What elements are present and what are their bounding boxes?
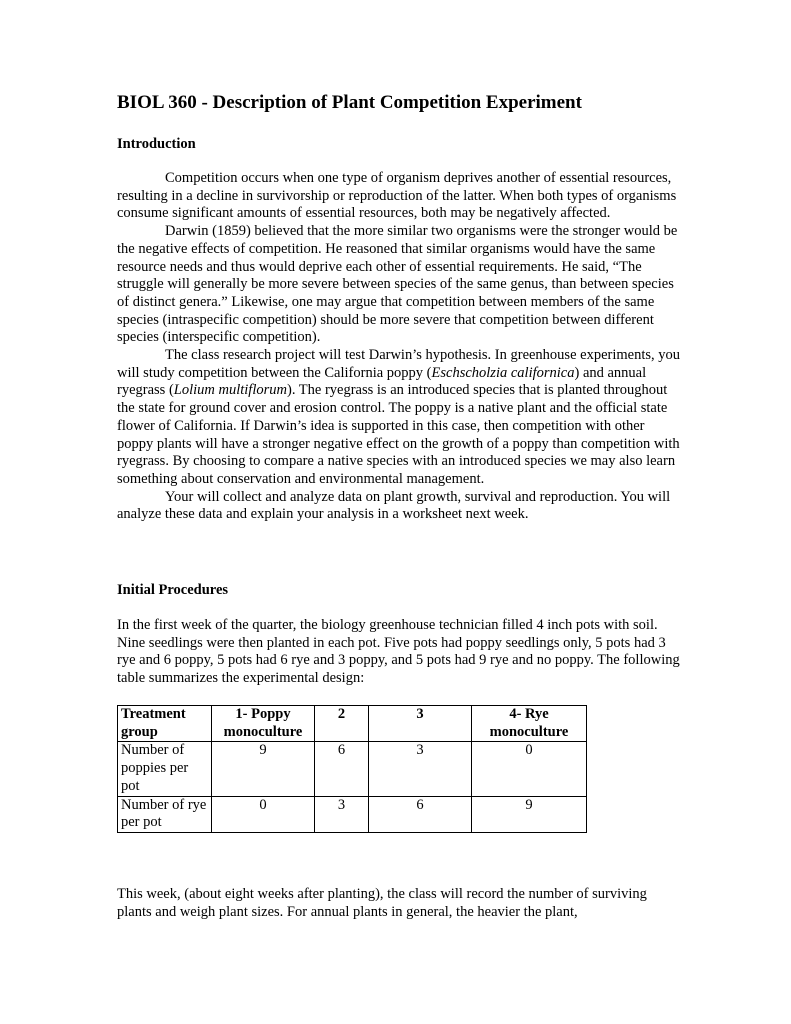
intro-paragraph-3-part2: ) and annual ryegrass ( [117,364,647,399]
introduction-body [117,170,683,524]
intro-paragraph-2: Darwin (1859) believed that the more similar two organisms were the stronger would be the negative effects of competition. He reasoned that similar organisms would have the same resource needs and thus would deprive each other of essential requirements. He said, “The struggle will generally be more severe between species of the same genus, than between species of distinct genera.” Likewise, one may argue that competition between members of the same species (intraspecific competition) should be more severe that competition between different species (interspecific competition). [117,223,678,346]
initial-procedures-paragraph: In the first week of the quarter, the biology greenhouse technician filled 4 inch pots with soil. Nine seedlings were then planted in each pot. Five pots had poppy seedlings only, 5 pots had 3 rye and 6 poppy, 5 pots had 6 rye and 3 poppy, and 5 pots had 9 rye and no poppy. The following table summarizes the experimental design: [117,617,680,687]
table-cell: 3 [369,742,472,796]
table-header-cell: Treatment group [118,706,212,742]
intro-paragraph-3-part1: The class research project will test Darwin’s hypothesis. In greenhouse experiments, you will study competition between the California poppy ( [117,347,681,381]
introduction-heading: Introduction [117,136,196,152]
initial-procedures-heading: Initial Procedures [117,582,229,598]
table-cell: 9 [212,742,315,796]
table-header-cell: 3 [369,706,472,742]
intro-paragraph-3 [117,347,683,489]
closing-paragraph: This week, (about eight weeks after planting), the class will record the number of surviving plants and weigh plant sizes. For annual plants in general, the heavier the plant, [117,886,647,920]
experimental-design-table [117,705,587,833]
poppy-species-name: Eschscholzia californica [431,364,575,381]
table-cell: 6 [369,796,472,832]
intro-paragraph-1: Competition occurs when one type of organism deprives another of essential resources, resulting in a decline in survivorship or reproduction of the latter. When both types of organisms consume significant amounts of essential resources, both may be negatively affected. [117,170,677,222]
table-row-label: Number of rye per pot [118,796,212,832]
table-header-cell: 1- Poppy monoculture [212,706,315,742]
table-cell: 3 [315,796,369,832]
table-cell: 6 [315,742,369,796]
intro-paragraph-4: Your will collect and analyze data on plant growth, survival and reproduction. You will analyze these data and explain your analysis in a worksheet next week. [117,488,671,523]
table-row-label: Number of poppies per pot [118,742,212,796]
table-row [118,796,587,832]
table-header-cell: 2 [315,706,369,742]
ryegrass-species-name: Lolium multiflorum [173,382,287,399]
table-cell: 9 [472,796,587,832]
table-header-row [118,706,587,742]
document-title: BIOL 360 - Description of Plant Competition Experiment [117,92,582,113]
table-cell: 0 [212,796,315,832]
table-cell: 0 [472,742,587,796]
table-header-cell: 4- Rye monoculture [472,706,587,742]
intro-paragraph-3-part3: ). The ryegrass is an introduced species that is planted throughout the state for ground cover and erosion control. The poppy is a native plant and the official state flower of California. If Darwin’s idea is supported in this case, then competition with other poppy plants will have a stronger negative effect on the growth of a poppy than competition with ryegrass. By choosing to compare a native species with an introduced species we may also learn something about conservation and environmental management. [117,382,680,487]
table-row [118,742,587,796]
